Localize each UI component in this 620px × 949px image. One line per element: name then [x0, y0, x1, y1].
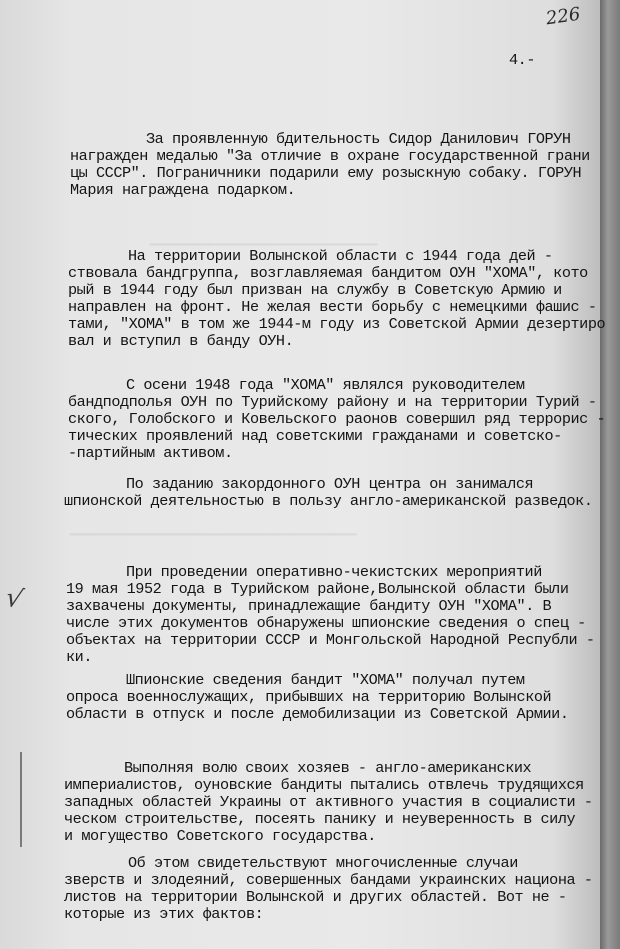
- paragraph-3-line-1: С осени 1948 года "ХОМА" являлся руководителем: [126, 376, 525, 394]
- paragraph-8-line-1: Об этом свидетельствуют многочисленные случаи: [128, 854, 518, 872]
- bleed-through: ▁▁▁▁▁▁▁▁▁▁▁▁▁▁▁▁▁▁▁▁▁▁▁▁▁▁▁: [150, 231, 378, 247]
- paragraph-5-line-1: При проведении оперативно-чекистских мероприятий: [126, 563, 542, 581]
- paragraph-7-line-1: Выполняя волю своих хозяев - англо-американских: [124, 759, 532, 777]
- paragraph-8-line-3: листов на территории Волынской и других областей. Вот не -: [64, 888, 567, 906]
- bleed-through: ▁▁▁▁▁▁▁▁▁▁▁▁▁▁▁▁▁▁▁▁▁▁▁▁▁▁▁▁▁▁▁▁▁▁: [70, 521, 357, 537]
- paragraph-2-line-5: тами, "ХОМА" в том же 1944-м году из Советской Армии дезертиро: [68, 315, 606, 333]
- paragraph-4-line-1: По заданию закордонного ОУН центра он занимался: [126, 475, 534, 493]
- paragraph-1-line-3: цы СССР". Пограничники подарили ему розыскную собаку. ГОРУН: [70, 164, 582, 182]
- margin-pencil-line: [20, 752, 22, 847]
- paragraph-5-line-2: 19 мая 1952 года в Турийском районе,Волынской области были: [66, 580, 569, 598]
- paragraph-8-line-4: которые из этих фактов:: [64, 905, 264, 923]
- paragraph-2-line-6: вал и вступил в банду ОУН.: [68, 332, 294, 350]
- paragraph-5-line-5: объектах на территории СССР и Монгольской Народной Республи -: [66, 631, 595, 649]
- paragraph-3-line-3: ского, Голобского и Ковельского раонов совершил ряд террорис -: [68, 410, 606, 428]
- paragraph-4-line-2: шпионской деятельностью в пользу англо-американской разведок.: [64, 492, 593, 510]
- paragraph-1-line-4: Мария награждена подарком.: [70, 181, 296, 199]
- paragraph-8-line-2: зверств и злодеяний, совершенных бандами украинских национа -: [64, 871, 593, 889]
- paragraph-3-line-2: бандподполья ОУН по Турийскому району и на территории Турий -: [68, 393, 597, 411]
- handwritten-folio-number: 226: [544, 3, 582, 30]
- paragraph-5-line-3: захвачены документы, принадлежащие бандиту ОУН "ХОМА". В: [66, 597, 552, 615]
- paragraph-2-line-2: ствовала бандгруппа, возглавляемая бандитом ОУН "ХОМА", кото: [68, 264, 588, 282]
- paragraph-7-line-4: ческом строительстве, посеять панику и неуверенность в силу: [64, 810, 576, 828]
- paragraph-2-line-4: направлен на фронт. Не желая вести борьбу с немецкими фашис -: [68, 298, 597, 316]
- paragraph-5-line-6: ки.: [66, 648, 92, 666]
- paragraph-7-line-2: империалистов, оуновские бандиты пытались отвлечь трудящихся: [64, 776, 584, 794]
- paragraph-6-line-2: опроса военнослужащих, прибывших на территорию Волынской: [66, 688, 552, 706]
- margin-check-mark: √: [2, 582, 26, 616]
- paragraph-6-line-1: Шпионские сведения бандит "ХОМА" получал путем: [126, 671, 525, 689]
- page-number: 4.-: [509, 51, 535, 69]
- paragraph-3-line-5: -партийным активом.: [68, 444, 233, 462]
- paragraph-2-line-3: рый в 1944 году был призван на службу в Советскую Армию и: [68, 281, 562, 299]
- page-edge: [600, 0, 620, 949]
- paragraph-7-line-5: и могущество Советского государства.: [64, 827, 376, 845]
- paragraph-7-line-3: западных областей Украины от активного участия в социалисти -: [64, 793, 593, 811]
- paragraph-5-line-4: числе этих документов обнаружены шпионские сведения о спец -: [66, 614, 586, 632]
- paragraph-1-line-2: награжден медалью "За отличие в охране государственной грани: [70, 147, 590, 165]
- paragraph-6-line-3: области в отпуск и после демобилизации из Советской Армии.: [66, 705, 569, 723]
- paragraph-3-line-4: тических проявлений над советскими гражданами и советско-: [68, 427, 562, 445]
- paragraph-1-line-1: За проявленную бдительность Сидор Данилович ГОРУН: [146, 130, 571, 148]
- paragraph-2-line-1: На территории Волынской области с 1944 года дей -: [128, 247, 553, 265]
